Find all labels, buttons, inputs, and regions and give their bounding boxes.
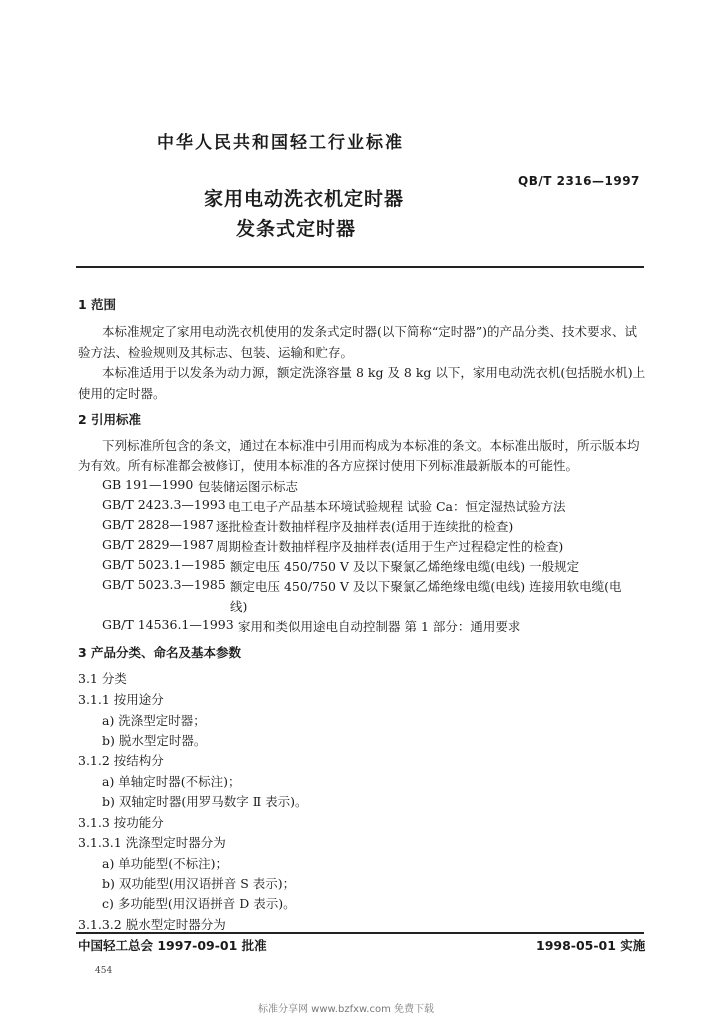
reference-title: 电工电子产品基本环境试验规程 试验 Ca：恒定湿热试验方法 [228,499,566,514]
reference-code: GB/T 2829—1987 [102,537,214,552]
page-number: 454 [95,966,113,976]
reference-code: GB/T 2828—1987 [102,517,214,532]
section-1-para-2-line-2: 使用的定时器。 [78,386,166,401]
clause-3-1-2: 3.1.2 按结构分 [78,753,164,768]
reference-title: 逐批检查计数抽样程序及抽样表(适用于连续批的检查) [216,519,514,534]
reference-code: GB/T 2423.3—1993 [102,497,226,512]
document-title: 家用电动洗衣机定时器 [204,188,405,210]
reference-code: GB 191—1990 [102,477,194,492]
header-rule [76,266,644,268]
section-1-para-2-line-1: 本标准适用于以发条为动力源，额定洗涤容量 8 kg 及 8 kg 以下，家用电动洗衣机(包括脱水机)上 [102,365,646,380]
standard-number: QB/T 2316—1997 [518,174,640,188]
reference-title: 周期检查计数抽样程序及抽样表(适用于生产过程稳定性的检查) [216,539,564,554]
reference-code: GB/T 5023.1—1985 [102,557,226,572]
document-subtitle: 发条式定时器 [236,218,357,240]
list-item: b) 双轴定时器(用罗马数字 Ⅱ 表示)。 [102,794,308,809]
issuing-body: 中华人民共和国轻工行业标准 [157,133,404,153]
section-1-para-1-line-2: 验方法、检验规则及其标志、包装、运输和贮存。 [78,345,354,360]
reference-title: 额定电压 450/750 V 及以下聚氯乙烯绝缘电缆(电线) 连接用软电缆(电 [230,579,622,594]
clause-3-1-1: 3.1.1 按用途分 [78,692,164,707]
watermark-link[interactable]: 标准分享网 www.bzfxw.com 免费下载 [258,1004,434,1015]
list-item: a) 单轴定时器(不标注)； [102,774,241,789]
clause-3-1-3-1: 3.1.3.1 洗涤型定时器分为 [78,835,226,850]
footer-rule [76,932,644,934]
list-item: b) 双功能型(用汉语拼音 S 表示)； [102,876,296,891]
list-item: c) 多功能型(用汉语拼音 D 表示)。 [102,896,296,911]
clause-3-1: 3.1 分类 [78,671,127,686]
list-item: a) 洗涤型定时器； [102,713,206,728]
list-item: b) 脱水型定时器。 [102,733,207,748]
clause-3-1-3: 3.1.3 按功能分 [78,815,164,830]
reference-title-continuation: 线) [230,599,248,614]
reference-title: 包装储运图示标志 [198,479,299,494]
reference-title: 额定电压 450/750 V 及以下聚氯乙烯绝缘电缆(电线) 一般规定 [230,559,580,574]
effective-date: 1998-05-01 实施 [536,938,646,953]
section-2-heading: 2 引用标准 [78,412,142,427]
reference-title: 家用和类似用途电自动控制器 第 1 部分：通用要求 [238,619,521,634]
section-1-heading: 1 范围 [78,297,117,312]
section-3-heading: 3 产品分类、命名及基本参数 [78,645,242,660]
approval-date: 中国轻工总会 1997-09-01 批准 [78,938,267,953]
reference-code: GB/T 5023.3—1985 [102,577,226,592]
section-2-para-line-2: 为有效。所有标准都会被修订，使用本标准的各方应探讨使用下列标准最新版本的可能性。 [78,458,579,473]
list-item: a) 单功能型(不标注)； [102,856,229,871]
section-2-para-line-1: 下列标准所包含的条文，通过在本标准中引用而构成为本标准的条文。本标准出版时，所示版本均 [102,438,640,453]
clause-3-1-3-2: 3.1.3.2 脱水型定时器分为 [78,917,226,932]
reference-code: GB/T 14536.1—1993 [102,617,234,632]
section-1-para-1-line-1: 本标准规定了家用电动洗衣机使用的发条式定时器(以下简称“定时器”)的产品分类、技术要求、试 [102,324,638,339]
